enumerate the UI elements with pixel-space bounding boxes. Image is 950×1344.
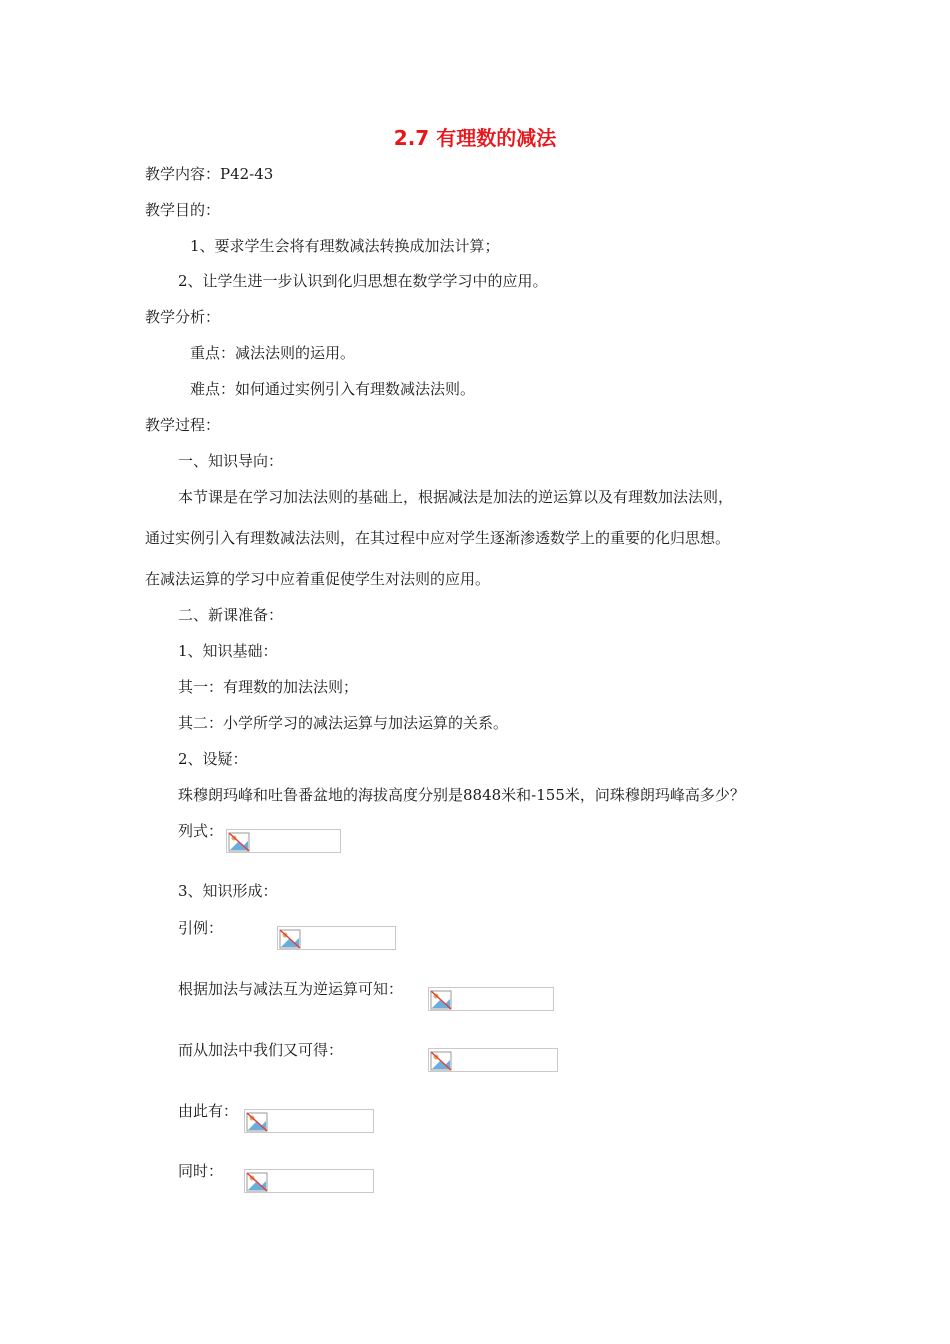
teaching-process-heading: 教学过程： [145,416,221,434]
broken-image-icon [430,1051,452,1071]
teaching-content: 教学内容：P42-43 [145,165,274,183]
difficult-point: 难点：如何通过实例引入有理数减法法则。 [190,380,476,398]
paragraph-line-1: 本节课是在学习加法法则的基础上，根据减法是加法的逆运算以及有理数加法法则， [178,488,734,506]
formula-image [226,829,341,853]
from-addition-label: 而从加法中我们又可得： [178,1041,344,1059]
section-2-heading: 二、新课准备： [178,606,284,624]
broken-image-icon [430,990,452,1010]
inverse-operation-image [428,987,554,1011]
broken-image-icon [246,1172,268,1192]
hence-label: 由此有： [178,1102,239,1120]
goal-item-1: 1、要求学生会将有理数减法转换成加法计算； [190,237,500,255]
example-label: 引例： [178,919,224,937]
knowledge-basis: 1、知识基础： [178,642,278,660]
goal-item-2: 2、让学生进一步认识到化归思想在数学学习中的应用。 [178,272,548,290]
key-point: 重点：减法法则的运用。 [190,344,356,362]
teaching-analysis-heading: 教学分析： [145,308,221,326]
section-1-heading: 一、知识导向： [178,452,284,470]
also-image [244,1169,374,1193]
formula-label: 列式： [178,822,224,840]
question-heading: 2、设疑： [178,750,248,768]
from-addition-image [428,1048,558,1072]
broken-image-icon [228,832,250,852]
paragraph-line-2: 通过实例引入有理数减法法则，在其过程中应对学生逐渐渗透数学上的重要的化归思想。 [145,529,731,547]
basis-item-1: 其一：有理数的加法法则； [178,678,359,696]
broken-image-icon [279,929,301,949]
also-label: 同时： [178,1162,224,1180]
question-text: 珠穆朗玛峰和吐鲁番盆地的海拔高度分别是8848米和-155米，问珠穆朗玛峰高多少？ [178,786,745,804]
hence-image [244,1109,374,1133]
inverse-operation-label: 根据加法与减法互为逆运算可知： [178,980,404,998]
broken-image-icon [246,1112,268,1132]
example-image [277,926,396,950]
paragraph-line-3: 在减法运算的学习中应着重促使学生对法则的应用。 [145,570,491,588]
basis-item-2: 其二：小学所学习的减法运算与加法运算的关系。 [178,714,509,732]
teaching-goal-heading: 教学目的： [145,201,221,219]
page-title: 2.7 有理数的减法 [393,126,557,150]
knowledge-formation: 3、知识形成： [178,882,278,900]
